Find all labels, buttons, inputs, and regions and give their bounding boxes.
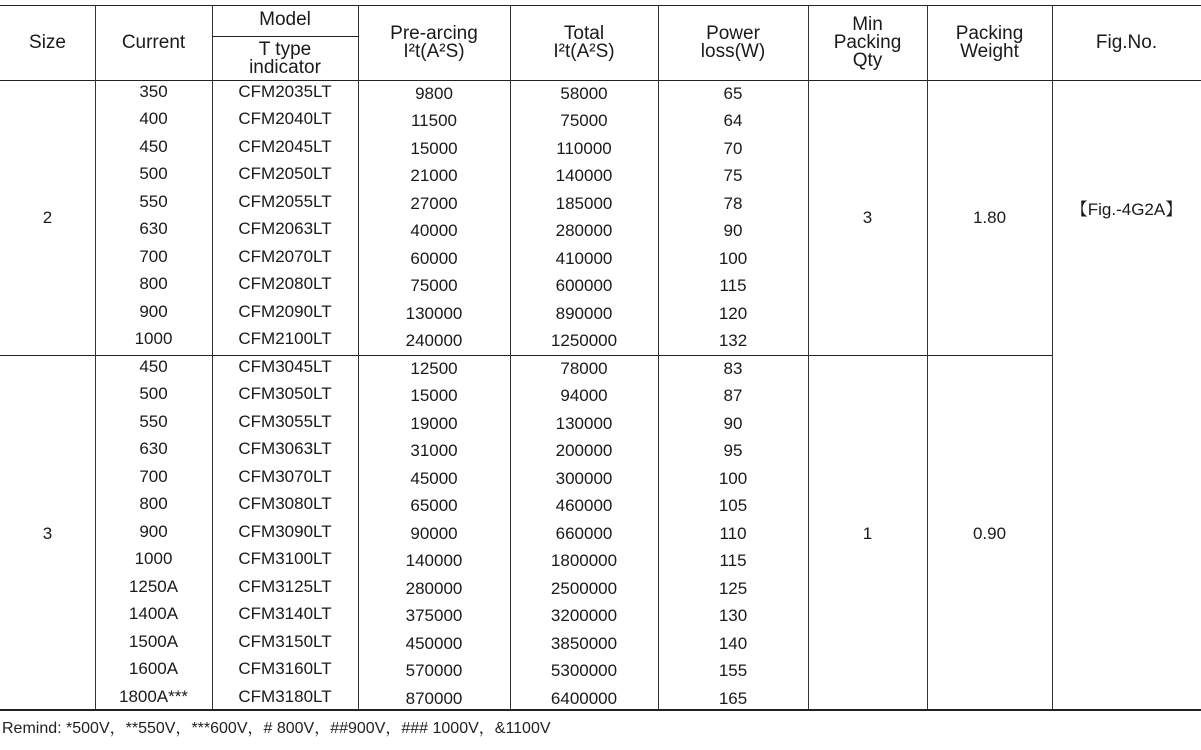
cell-current: 350 [139, 81, 168, 101]
cell-power-loss: 95 [723, 441, 743, 461]
cell-current: 550 [139, 191, 168, 211]
cell-pre-arcing: 40000 [410, 221, 458, 241]
model-subheader-divider [212, 36, 358, 37]
cell-model: CFM3080LT [238, 494, 332, 514]
cell-current: 800 [139, 274, 168, 294]
cell-total: 200000 [555, 441, 613, 461]
cell-model: CFM2040LT [238, 109, 332, 129]
header-fig-no [1052, 5, 1201, 80]
cell-power-loss: 100 [718, 468, 748, 488]
cell-pre-arcing: 130000 [405, 303, 463, 323]
cell-current: 800 [139, 494, 168, 514]
cell-power-loss: 83 [723, 358, 743, 378]
header-total-line: I²t(A²S) [553, 40, 615, 62]
cell-pre-arcing: 12500 [410, 358, 458, 378]
cell-model: CFM3055LT [238, 411, 332, 431]
cell-power-loss: 120 [718, 303, 748, 323]
cell-power-loss: 155 [718, 661, 748, 681]
column-divider [358, 5, 359, 709]
cell-power-loss: 115 [719, 551, 747, 571]
cell-packing-weight: 1.80 [972, 207, 1007, 227]
cell-current: 400 [139, 109, 168, 129]
cell-total: 130000 [555, 413, 613, 433]
cell-total: 890000 [555, 303, 613, 323]
header-packing-weight [927, 5, 1052, 80]
cell-power-loss: 90 [723, 413, 743, 433]
cell-model: CFM2063LT [238, 219, 332, 239]
cell-min-packing-qty: 3 [862, 207, 873, 227]
cell-current: 1000 [134, 549, 173, 569]
header-packing-weight-line: Packing [955, 22, 1024, 44]
cell-total: 5300000 [550, 661, 618, 681]
cell-model: CFM3140LT [238, 604, 332, 624]
cell-total: 600000 [555, 276, 613, 296]
cell-current: 450 [139, 356, 168, 376]
header-bottom-border [0, 80, 1201, 81]
header-size-line: Size [29, 31, 66, 53]
cell-model: CFM2035LT [238, 81, 332, 101]
cell-total: 6400000 [550, 688, 618, 708]
cell-model: CFM3150LT [238, 631, 332, 651]
cell-current: 1000 [134, 329, 173, 349]
cell-model: CFM2045LT [238, 136, 332, 156]
header-total-line: Total [563, 22, 605, 44]
header-current [95, 5, 212, 80]
cell-power-loss: 87 [723, 386, 743, 406]
cell-model: CFM2080LT [238, 274, 332, 294]
cell-total: 2500000 [550, 578, 618, 598]
cell-model: CFM3045LT [238, 356, 332, 376]
cell-min-packing-qty: 1 [862, 523, 873, 543]
cell-model: CFM3063LT [238, 439, 332, 459]
cell-current: 700 [139, 466, 168, 486]
cell-total: 280000 [555, 221, 613, 241]
table-bottom-border [0, 709, 1201, 711]
cell-power-loss: 90 [723, 221, 743, 241]
cell-pre-arcing: 31000 [410, 441, 458, 461]
cell-model: CFM2090LT [238, 301, 332, 321]
cell-pre-arcing: 27000 [410, 193, 458, 213]
cell-power-loss: 70 [723, 138, 743, 158]
cell-pre-arcing: 280000 [405, 578, 463, 598]
cell-power-loss: 100 [718, 248, 748, 268]
cell-size: 3 [42, 523, 53, 543]
cell-model: CFM2100LT [238, 329, 332, 349]
cell-current: 1500A [128, 631, 179, 651]
cell-current: 900 [139, 301, 168, 321]
cell-power-loss: 64 [723, 111, 743, 131]
cell-pre-arcing: 19000 [410, 413, 458, 433]
cell-pre-arcing: 21000 [410, 166, 458, 186]
cell-power-loss: 65 [723, 83, 743, 103]
cell-total: 110000 [556, 138, 612, 158]
cell-total: 140000 [555, 166, 613, 186]
cell-total: 1250000 [550, 331, 618, 351]
cell-model: CFM3100LT [238, 549, 332, 569]
header-model [212, 5, 358, 35]
cell-current: 450 [139, 136, 168, 156]
cell-pre-arcing: 90000 [410, 523, 458, 543]
column-divider [808, 5, 809, 709]
header-packing-weight-line: Weight [960, 40, 1019, 62]
cell-pre-arcing: 240000 [405, 331, 463, 351]
fig-label: 【Fig.-4G2A】 [1070, 199, 1183, 219]
cell-current: 700 [139, 246, 168, 266]
cell-power-loss: 78 [723, 193, 743, 213]
header-size [0, 5, 95, 80]
header-min-packing-line: Packing [833, 31, 902, 53]
header-pre-arcing-line: I²t(A²S) [403, 40, 465, 62]
header-min-packing-line: Min [852, 13, 883, 35]
cell-packing-weight: 0.90 [972, 523, 1007, 543]
remind-note: Remind: *500V，**550V，***600V，# 800V，##900V，### 1000V，&1100V [2, 720, 551, 737]
column-divider [510, 5, 511, 709]
header-power-loss-line: Power [706, 22, 760, 44]
cell-current: 630 [139, 439, 168, 459]
header-model-line: Model [259, 9, 311, 30]
table-top-border [0, 5, 1201, 6]
cell-pre-arcing: 45000 [410, 468, 458, 488]
cell-pre-arcing: 140000 [405, 551, 463, 571]
cell-total: 3850000 [550, 633, 618, 653]
header-fig-no-line: Fig.No. [1095, 31, 1158, 53]
cell-current: 900 [139, 521, 168, 541]
cell-total: 460000 [555, 496, 613, 516]
cell-power-loss: 110 [719, 523, 747, 543]
cell-pre-arcing: 65000 [410, 496, 458, 516]
cell-current: 550 [139, 411, 168, 431]
cell-total: 94000 [560, 386, 608, 406]
cell-total: 185000 [555, 193, 613, 213]
cell-pre-arcing: 60000 [410, 248, 458, 268]
header-power-loss [658, 5, 808, 80]
cell-total: 300000 [555, 468, 613, 488]
cell-current: 500 [139, 384, 168, 404]
cell-size: 2 [42, 207, 53, 227]
header-total [510, 5, 658, 80]
header-pre-arcing [358, 5, 510, 80]
column-divider [927, 5, 928, 709]
cell-pre-arcing: 15000 [410, 386, 458, 406]
cell-pre-arcing: 9800 [415, 83, 453, 103]
cell-current: 1800A*** [118, 686, 188, 706]
header-model-sub-line: T type [258, 38, 312, 60]
header-power-loss-line: loss(W) [700, 40, 766, 62]
column-divider [212, 5, 213, 709]
cell-current: 1400A [128, 604, 179, 624]
cell-model: CFM3090LT [238, 521, 332, 541]
cell-power-loss: 125 [718, 578, 748, 598]
header-pre-arcing-line: Pre-arcing [390, 22, 478, 44]
cell-pre-arcing: 375000 [405, 606, 463, 626]
cell-total: 78000 [560, 358, 608, 378]
cell-total: 410000 [555, 248, 613, 268]
cell-power-loss: 140 [718, 633, 748, 653]
cell-pre-arcing: 450000 [405, 633, 463, 653]
cell-current: 630 [139, 219, 168, 239]
cell-total: 660000 [555, 523, 613, 543]
cell-model: CFM3160LT [238, 659, 332, 679]
column-divider [1052, 5, 1053, 709]
column-divider [658, 5, 659, 709]
cell-pre-arcing: 15000 [410, 138, 458, 158]
cell-pre-arcing: 75000 [410, 276, 458, 296]
cell-total: 58000 [560, 83, 608, 103]
cell-total: 75000 [560, 111, 608, 131]
header-current-line: Current [121, 31, 186, 53]
cell-model: CFM3125LT [238, 576, 332, 596]
cell-power-loss: 132 [718, 331, 748, 351]
cell-model: CFM3180LT [238, 686, 332, 706]
header-model-sub [212, 37, 358, 80]
cell-power-loss: 165 [718, 688, 748, 708]
cell-model: CFM3070LT [238, 466, 332, 486]
cell-power-loss: 115 [719, 276, 747, 296]
cell-power-loss: 75 [723, 166, 743, 186]
cell-current: 1250A [128, 576, 179, 596]
cell-pre-arcing: 870000 [405, 688, 463, 708]
cell-pre-arcing: 11500 [410, 111, 457, 131]
cell-pre-arcing: 570000 [405, 661, 463, 681]
cell-total: 3200000 [550, 606, 618, 626]
cell-current: 1600A [128, 659, 179, 679]
cell-model: CFM2055LT [238, 191, 332, 211]
cell-model: CFM2050LT [238, 164, 332, 184]
cell-model: CFM2070LT [238, 246, 332, 266]
cell-power-loss: 105 [718, 496, 748, 516]
cell-current: 500 [139, 164, 168, 184]
column-divider [95, 5, 96, 709]
cell-total: 1800000 [550, 551, 618, 571]
header-min-packing-line: Qty [852, 49, 883, 71]
cell-power-loss: 130 [718, 606, 748, 626]
header-min-packing [808, 5, 927, 80]
cell-model: CFM3050LT [238, 384, 332, 404]
header-model-sub-line: indicator [249, 56, 321, 78]
